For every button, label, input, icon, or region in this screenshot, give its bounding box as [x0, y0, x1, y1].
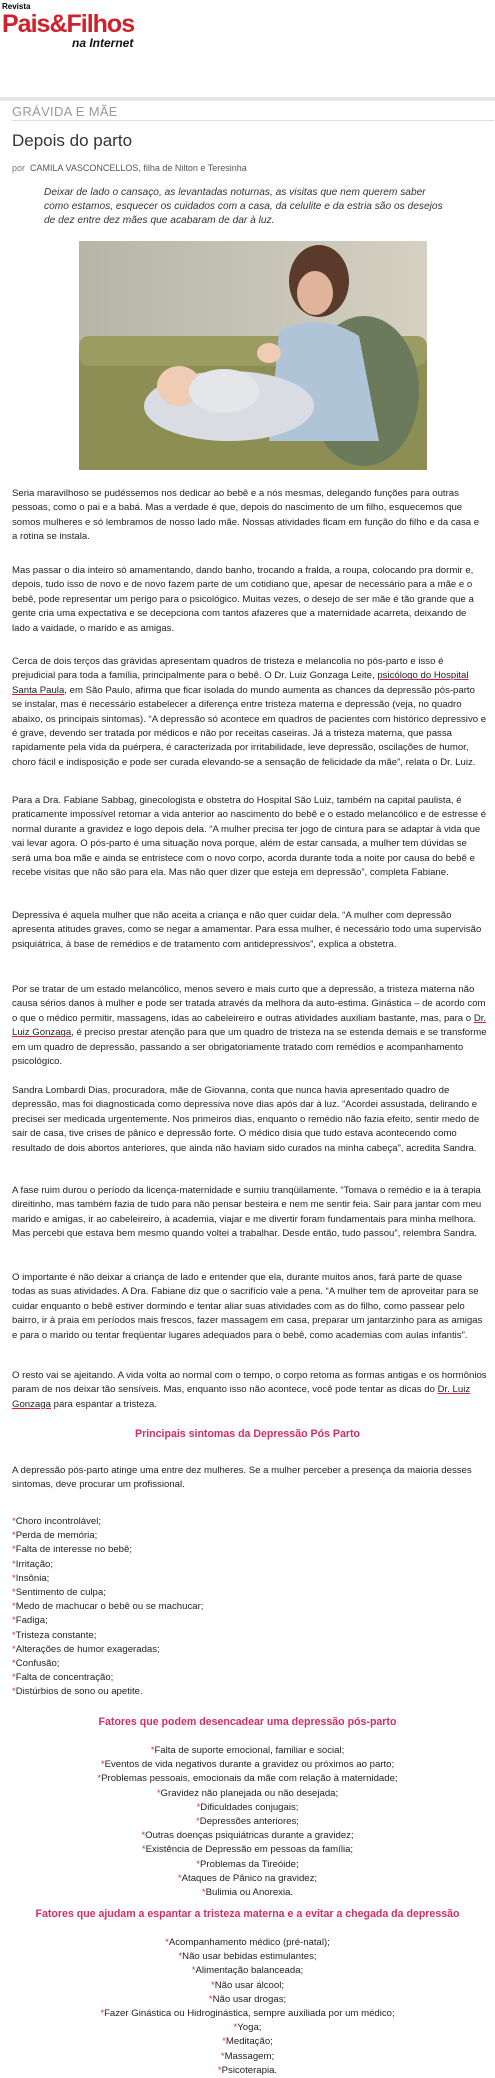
- symptom-item: * Insônia;: [12, 1572, 487, 1586]
- header-divider: [0, 97, 495, 101]
- factors-list: [0, 1744, 495, 1900]
- factor-item: * Outras doenças psiquiátricas durante a gravidez;: [0, 1829, 495, 1843]
- help-item: * Acompanhamento médico (pré-natal);: [0, 1936, 495, 1950]
- symptom-item: * Medo de machucar o bebê ou se machucar;: [12, 1600, 487, 1614]
- hospital-link[interactable]: psicólogo do Hospital Santa Paula: [12, 670, 469, 696]
- symptom-item: * Irritação;: [12, 1558, 487, 1572]
- symptom-item: * Falta de concentração;: [12, 1671, 487, 1685]
- section-divider: [12, 120, 494, 121]
- symptom-item: * Fadiga;: [12, 1614, 487, 1628]
- logo-brand: Pais&Filhos: [2, 10, 135, 38]
- help-item: * Alimentação balanceada;: [0, 1964, 495, 1978]
- byline-prefix: por: [12, 163, 26, 173]
- factor-item: * Ataques de Pânico na gravidez;: [0, 1872, 495, 1886]
- factor-item: * Existência de Depressão em pessoas da família;: [0, 1843, 495, 1857]
- article-photo: [79, 241, 427, 470]
- paragraph-9: O importante é não deixar a criança de lado e entender que ela, durante muitos anos, fará parte de quase todas as suas atividades. A Dra. Fabiane diz que o sacrifício vale a pena. “A mulher tem de aproveitar para se cuidar enquanto o bebê estiver dormindo e tentar aliar suas atividades com as do filho, como passear pelo bairro, ir à praia em períodos mais frescos, fazer massagem em casa, preparar um jantarzinho para as amigas e para o marido ou tentar freqüentar lugares adequados para o bebê, como academias com aulas infantis”.: [12, 1272, 483, 1341]
- symptom-item: * Alterações de humor exageradas;: [12, 1643, 487, 1657]
- factor-item: * Falta de suporte emocional, familiar e social;: [0, 1744, 495, 1758]
- help-item: * Massagem;: [0, 2050, 495, 2064]
- paragraph-7: Sandra Lombardi Dias, procuradora, mãe de Giovanna, conta que nunca havia apresentado quadro de depressão, mas foi diagnosticada como depressiva nove dias após dar à luz. “Acordei assustada, delirando e precisei ser medicada urgentemente. Nos primeiros dias, enquanto o remédio não fazia efeito, sentir medo de sair de casa, tive crises de pânico e depressão forte. O médico disia que tudo estava acontecendo como resultado de dois abortos anteriores, que ainda não haviam sido curados na minha cabeça”, acredita Sandra.: [12, 1085, 480, 1154]
- factor-item: * Eventos de vida negativos durante a gravidez ou próximos ao parto;: [0, 1758, 495, 1772]
- logo-subtitle: na Internet: [72, 36, 134, 50]
- help-item: * Não usar álcool;: [0, 1979, 495, 1993]
- site-logo[interactable]: [2, 2, 162, 68]
- symptom-item: * Sentimento de culpa;: [12, 1586, 487, 1600]
- paragraph-2: Mas passar o dia inteiro só amamentando, dando banho, trocando a fralda, a roupa, colocando pra dormir e, depois, tudo isso de novo e de novo fazem parte de um cotidiano que, apesar de necessário para a mãe e o bebê, pode representar um perigo para o psicológico. Muitas vezes, o desejo de ser mãe é tão grande que a gente cria uma expectativa e se decepciona com tantos afazeres que a maternidade acarreta, deixando de lado a vaidade, o marido e as amigas.: [12, 565, 474, 634]
- factors-heading: Fatores que podem desencadear uma depressão pós-parto: [98, 1716, 397, 1728]
- help-item: * Psicoterapia.: [0, 2064, 495, 2078]
- logo-small-text: Revista: [2, 2, 31, 11]
- paragraph-8: A fase ruim durou o período da licença-maternidade e sumiu tranqüilamente. “Tomava o remédio e ia à terapia direitinho, mas também fazia de tudo para não pensar besteira e nem me sentir feia. Sair para jantar com meu marido e amigas, ir ao cabeleireiro, à academia, viajar e me divertir foram fundamentais para minha melhora. Mas percebi que estava bem mesmo quando voltei a trabalhar. Desde então, tudo passou”, relembra Sandra.: [12, 1185, 482, 1240]
- factor-item: * Dificuldades conjugais;: [0, 1801, 495, 1815]
- symptoms-heading: Principais sintomas da Depressão Pós Parto: [135, 1428, 360, 1440]
- article-title: Depois do parto: [12, 131, 133, 150]
- symptom-item: * Choro incontrolável;: [12, 1515, 487, 1529]
- paragraph-4: Para a Dra. Fabiane Sabbag, ginecologista e obstetra do Hospital São Luiz, também na capital paulista, é praticamente impossível retomar a vida anterior ao nascimento do bebê e o estado melancólico e de estresse é normal durante a gravidez e logo depois dela. “A mulher precisa ter jogo de cintura para se adaptar à vida que vai levar agora. O pós-parto é uma situação nova porque, além de estar cansada, a mulher tem dúvidas se será uma boa mãe e ainda se entristece com o novo corpo, acorda durante toda a noite por causa do bebê e recebe visitas que não são para ela. Mas não quer dizer que esteja em depressão”, completa Fabiane.: [12, 795, 487, 879]
- paragraph-5: Depressiva é aquela mulher que não aceita a criança e não quer cuidar dela. “A mulher com depressão apresenta atitudes graves, como se negar a amamentar. Para essa mulher, é necessário todo uma supervisão psiquiátrica, à base de remédios e de tratamento com antidepressivos”, explica a obstetra.: [12, 910, 482, 950]
- help-item: * Yoga;: [0, 2021, 495, 2035]
- help-item: * Não usar drogas;: [0, 1993, 495, 2007]
- help-item: * Não usar bebidas estimulantes;: [0, 1950, 495, 1964]
- factor-item: * Problemas da Tireóide;: [0, 1858, 495, 1872]
- helps-list: [0, 1936, 495, 2078]
- factor-item: * Problemas pessoais, emocionais da mãe com relação à maternidade;: [0, 1772, 495, 1786]
- section-label[interactable]: GRÁVIDA E MÃE: [12, 104, 118, 119]
- byline: [12, 163, 247, 173]
- symptom-item: * Distúrbios de sono ou apetite.: [12, 1685, 487, 1699]
- article-lead: Deixar de lado o cansaço, as levantadas noturnas, as visitas que nem querem saber como estamos, esquecer os cuidados com a casa, da celulite e da estria são os desejos de dez entre dez mães que acabaram de dar à luz.: [44, 187, 443, 226]
- paragraph-10: O resto vai se ajeitando. A vida volta ao normal com o tempo, o corpo retoma as formas antigas e os hormônios param de nos deixar tão sensíveis. Mas, enquanto isso não acontece, você pode tentar as dicas do Dr. Luiz Gonzaga para espantar a tristeza.: [12, 1370, 487, 1410]
- factor-item: * Bulimia ou Anorexia.: [0, 1886, 495, 1900]
- symptoms-intro: A depressão pós-parto atinge uma entre dez mulheres. Se a mulher perceber a presença da maioria desses sintomas, deve procurar um profissional.: [12, 1465, 472, 1491]
- doctor-link[interactable]: Dr. Luiz Gonzaga: [12, 1012, 487, 1039]
- factor-item: * Depressões anteriores;: [0, 1815, 495, 1829]
- help-item: * Meditação;: [0, 2035, 495, 2049]
- symptom-item: * Tristeza constante;: [12, 1629, 487, 1643]
- symptoms-list: [12, 1515, 487, 1700]
- doctor-link[interactable]: Dr. Luiz Gonzaga: [12, 1384, 471, 1410]
- byline-author: CAMILA VASCONCELLOS, filha de Nilton e Teresinha: [30, 163, 247, 173]
- paragraph-3: Cerca de dois terços das grávidas apresentam quadros de tristeza e melancolia no pós-parto e isso é prejudicial para toda a família, principalmente para o bebê. O Dr. Luiz Gonzaga Leite, psicólogo do Hospital Santa Paula, em São Paulo, afirma que ficar isolada do mundo aumenta as chances da depressão pós-parto se instalar, mas é necessário estabelecer a diferença entre tristeza materna e depressão (veja, no quadro abaixo, os principais sintomas). “A depressão só acontece em quadros de pacientes com histórico depressivo e é grave, devendo ser tratada por médicos e não por receitas caseiras. Já a tristeza materna, que passa rapidamente pela vida da puérpera, é caracterizada por irritabilidade, leve depressão, oscilações de humor, choro fácil e indisposição e pode ser curada elevando-se a sensação de felicidade da mãe”, relata o Dr. Luiz.: [12, 656, 487, 768]
- paragraph-1: Seria maravilhoso se pudéssemos nos dedicar ao bebê e a nós mesmas, delegando funções para outras pessoas, como o pai e a babá. Mas a verdade é que, depois do nascimento de um filho, esquecemos que somos mulheres e só lembramos de nosso lado mãe. Nossas atividades ficam em função do filho e da casa e a rotina se instala.: [12, 488, 480, 543]
- help-item: * Fazer Ginástica ou Hidroginástica, sempre auxiliada por um médico;: [0, 2007, 495, 2021]
- paragraph-6: Por se tratar de um estado melancólico, menos severo e mais curto que a depressão, a tristeza materna não causa sérios danos à mulher e pode ser tratada através da melhora da auto-estima. Ginástica – de acordo com o que o médico permitir, massagens, idas ao cabeleireiro e outras atividades auxiliam bastante, mas, para o Dr. Luiz Gonzaga, é preciso prestar atenção para que um quadro de tristeza na se estenda demais e se transforme em um quadro de depressão, passando a ser obrigatoriamente tratado com remédios e acompanhamento psicológico.: [12, 984, 487, 1068]
- factor-item: * Gravidez não planejada ou não desejada;: [0, 1787, 495, 1801]
- symptom-item: * Perda de memória;: [12, 1529, 487, 1543]
- symptom-item: * Falta de interesse no bebê;: [12, 1543, 487, 1557]
- symptom-item: * Confusão;: [12, 1657, 487, 1671]
- helps-heading: Fatores que ajudam a espantar a tristeza materna e a evitar a chegada da depressão: [35, 1908, 460, 1920]
